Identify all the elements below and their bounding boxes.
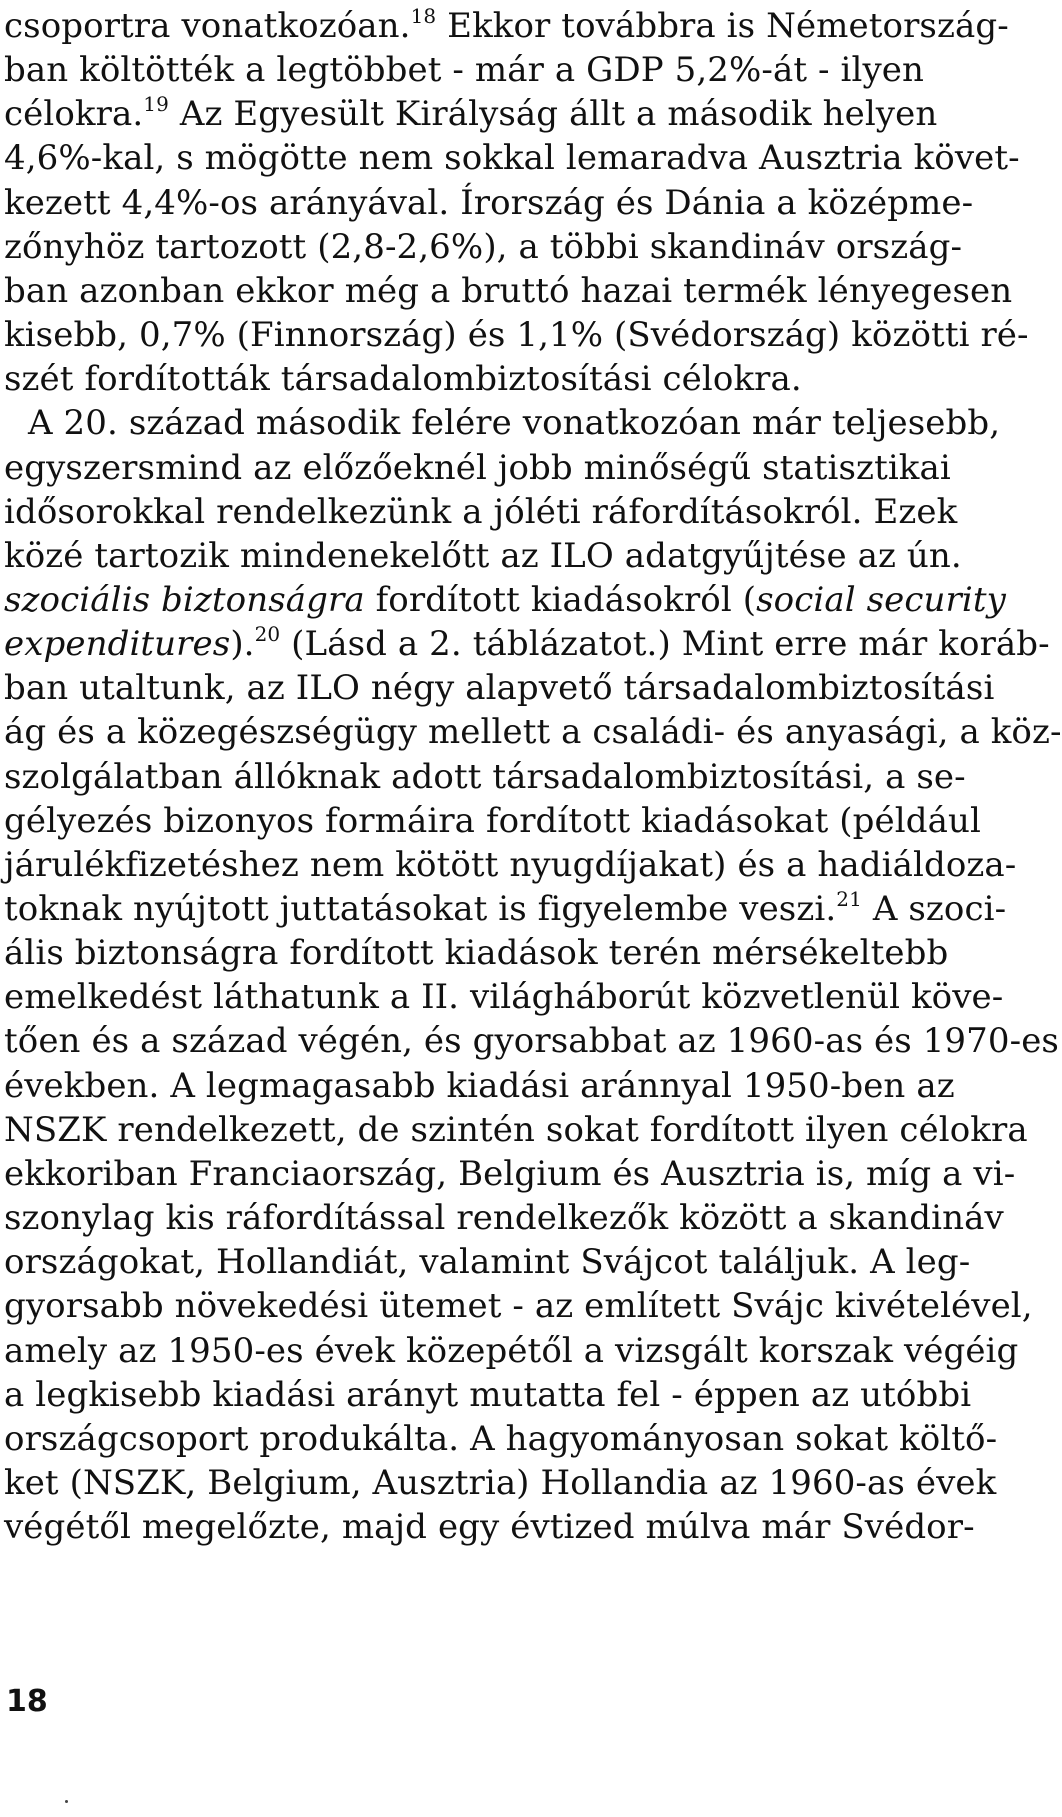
text-span: ág és a közegészségügy mellett a családi- és anyasági, a köz- bbox=[4, 712, 1062, 753]
text-span: kisebb, 0,7% (Finnország) és 1,1% (Svédország) közötti ré- bbox=[4, 315, 1029, 356]
text-span: a legkisebb kiadási arányt mutatta fel - éppen az utóbbi bbox=[4, 1374, 972, 1415]
text-line bbox=[4, 1417, 998, 1461]
italic-term: social security bbox=[756, 579, 1006, 620]
text-line bbox=[4, 1461, 997, 1505]
text-line bbox=[4, 1284, 1033, 1328]
text-span: zőnyhöz tartozott (2,8-2,6%), a többi skandináv ország- bbox=[4, 226, 963, 267]
italic-term: expenditures bbox=[4, 624, 231, 665]
text-span: országcsoport produkálta. A hagyományosan sokat költő- bbox=[4, 1418, 998, 1459]
text-line bbox=[4, 313, 1029, 357]
text-line bbox=[4, 666, 995, 710]
text-span: ekkoriban Franciaország, Belgium és Ausztria is, míg a vi- bbox=[4, 1153, 1016, 1194]
text-span: gélyezés bizonyos formáira fordított kiadásokat (például bbox=[4, 800, 981, 841]
text-line bbox=[4, 92, 938, 136]
footnote-ref: 18 bbox=[410, 4, 437, 28]
text-span: szonylag kis ráfordítással rendelkezők között a skandináv bbox=[4, 1198, 1004, 1239]
footnote-ref: 20 bbox=[254, 622, 281, 647]
text-span: Az Egyesült Királyság állt a második helyen bbox=[168, 94, 938, 135]
text-line bbox=[4, 1240, 971, 1284]
text-line bbox=[4, 181, 974, 225]
text-line bbox=[4, 1152, 1016, 1196]
text-span: ban azonban ekkor még a bruttó hazai termék lényegesen bbox=[4, 270, 1013, 311]
text-span: (Lásd a 2. táblázatot.) Mint erre már koráb- bbox=[280, 624, 1050, 665]
text-span: NSZK rendelkezett, de szintén sokat fordított ilyen célokra bbox=[4, 1109, 1028, 1150]
text-line bbox=[4, 490, 958, 534]
text-span: országokat, Hollandiát, valamint Svájcot találjuk. A leg- bbox=[4, 1242, 971, 1283]
text-line bbox=[4, 755, 966, 799]
text-span: ket (NSZK, Belgium, Ausztria) Hollandia az 1960-as évek bbox=[4, 1462, 997, 1503]
text-line bbox=[4, 446, 951, 490]
text-line bbox=[4, 48, 924, 92]
text-span: szolgálatban állóknak adott társadalombiztosítási, a se- bbox=[4, 756, 966, 797]
text-line bbox=[4, 887, 1007, 931]
text-span: fordított kiadásokról ( bbox=[364, 579, 757, 620]
text-line bbox=[4, 622, 1050, 666]
scan-speck bbox=[65, 1800, 68, 1803]
text-span: járulékfizetéshez nem kötött nyugdíjakat) és a hadiáldoza- bbox=[4, 844, 1017, 885]
footnote-ref: 21 bbox=[836, 887, 862, 911]
text-span: ). bbox=[230, 624, 255, 665]
text-line bbox=[4, 4, 1009, 48]
text-line bbox=[4, 1019, 1059, 1063]
text-span: A 20. század második felére vonatkozóan már teljesebb, bbox=[28, 403, 1001, 444]
text-span: közé tartozik mindenekelőtt az ILO adatgyűjtése az ún. bbox=[4, 535, 962, 576]
text-span: ban költötték a legtöbbet - már a GDP 5,2%-át - ilyen bbox=[4, 50, 924, 91]
text-line bbox=[4, 1373, 972, 1417]
text-span: csoportra vonatkozóan. bbox=[4, 6, 411, 46]
text-line bbox=[4, 975, 1004, 1019]
text-line bbox=[4, 578, 1006, 622]
text-line bbox=[28, 401, 1001, 445]
text-line bbox=[4, 1329, 1019, 1373]
text-line bbox=[4, 1064, 955, 1108]
italic-term: szociális biztonságra bbox=[4, 579, 365, 620]
text-span: gyorsabb növekedési ütemet - az említett Svájc kivételével, bbox=[4, 1286, 1033, 1327]
page-number: 18 bbox=[6, 1684, 48, 1719]
text-line bbox=[4, 136, 1020, 180]
text-span: ális biztonságra fordított kiadások terén mérsékeltebb bbox=[4, 933, 949, 974]
text-span: emelkedést láthatunk a II. világháborút közvetlenül köve- bbox=[4, 977, 1004, 1018]
text-line bbox=[4, 931, 949, 975]
text-line bbox=[4, 357, 916, 401]
text-span: tően és a század végén, és gyorsabbat az 1960-as és 1970-es bbox=[4, 1021, 1059, 1062]
text-line bbox=[4, 843, 1017, 887]
text-line bbox=[4, 1196, 1004, 1240]
text-span: 4,6%-kal, s mögötte nem sokkal lemaradva Ausztria követ- bbox=[4, 138, 1020, 179]
text-span: szét fordították társadalombiztosítási célokra. bbox=[4, 359, 802, 400]
text-line bbox=[4, 225, 963, 269]
text-span: egyszersmind az előzőeknél jobb minőségű statisztikai bbox=[4, 447, 951, 488]
text-line bbox=[4, 799, 981, 843]
text-line bbox=[4, 269, 1013, 313]
text-span: idősorokkal rendelkezünk a jóléti ráfordításokról. Ezek bbox=[4, 491, 958, 532]
text-span: A szoci- bbox=[861, 889, 1007, 929]
text-line bbox=[4, 534, 962, 578]
text-span: években. A legmagasabb kiadási aránnyal 1950-ben az bbox=[4, 1065, 955, 1106]
text-span: amely az 1950-es évek közepétől a vizsgált korszak végéig bbox=[4, 1330, 1019, 1371]
text-line bbox=[4, 710, 1062, 754]
text-span: célokra. bbox=[4, 94, 144, 135]
text-line bbox=[4, 1108, 1028, 1152]
text-span: Ekkor továbbra is Németország- bbox=[436, 6, 1009, 46]
text-span: végétől megelőzte, majd egy évtized múlva már Svédor- bbox=[4, 1507, 975, 1548]
footnote-ref: 19 bbox=[143, 92, 169, 117]
text-line bbox=[4, 1505, 975, 1549]
text-span: toknak nyújtott juttatásokat is figyelembe veszi. bbox=[4, 889, 837, 929]
text-span: kezett 4,4%-os arányával. Írország és Dánia a középme- bbox=[4, 182, 974, 223]
text-span: ban utaltunk, az ILO négy alapvető társadalombiztosítási bbox=[4, 668, 995, 709]
